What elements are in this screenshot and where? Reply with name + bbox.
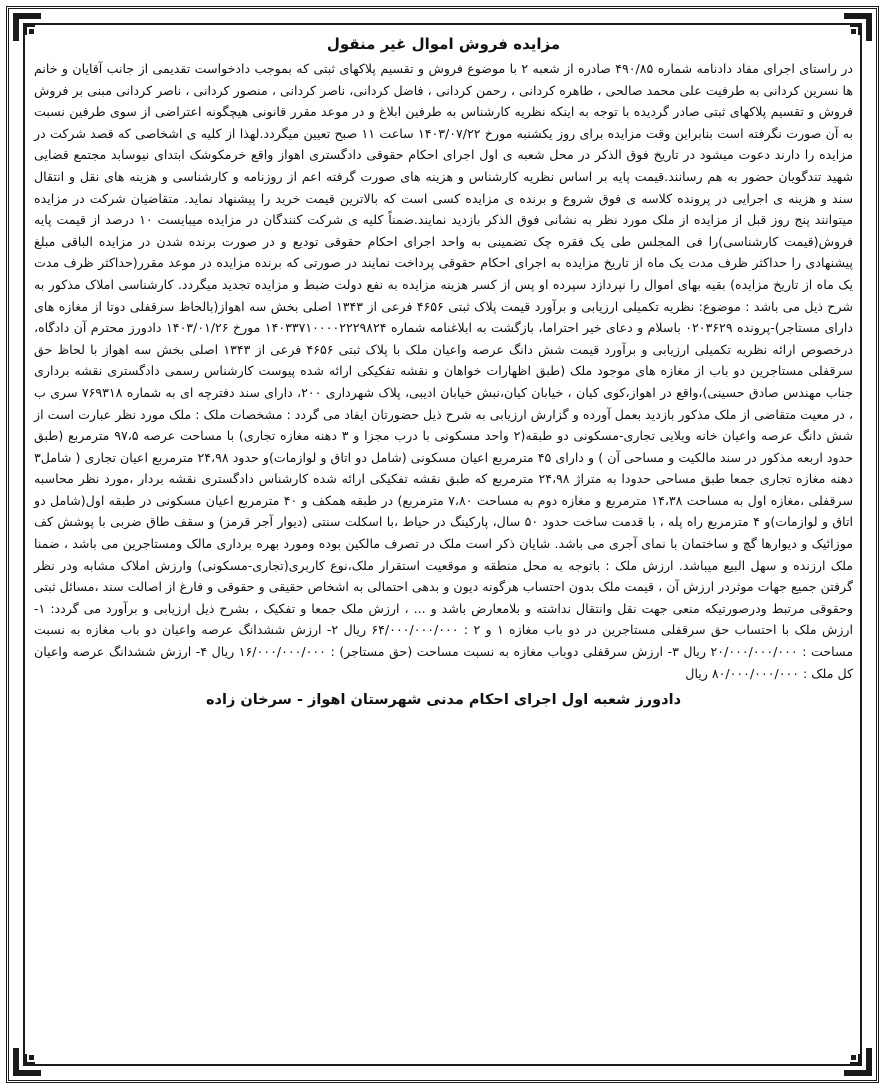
notice-title: مزایده فروش اموال غیر منقول (326, 35, 561, 53)
notice-signature: دادورز شعبه اول اجرای احکام مدنی شهرستان اهواز - سرخان زاده (205, 692, 682, 709)
notice-body: در راستای اجرای مفاد دادنامه شماره ۴۹۰/۸۵ صادره از شعبه ۲ با موضوع فروش و تقسیم پلاکهای ثبتی که بموجب دادخواست تقدیمی از جانب آقایان و خانم ها نسرین کردانی به طرفیت علی محمد صالحی ، طاهره کردانی ، رحمن کردانی ، فاضل کردانی، ناصر کردانی ، منصور کردانی ، ناصر کردانی مبنی بر فروش فروش و تقسیم پلاکهای ثبتی صادر گردیده با توجه به اینکه نظریه کارشناس به طرفین ابلاغ و در موعد مقرر قانونی هیچگونه اعتراضی از سوی طرفین نسبت به آن صورت نگرفته است بنابراین وقت مزایده برای روز یکشنبه مورخ ۱۴۰۳/۰۷/۲۲ ساعت ۱۱ صبح تعیین میگردد.لهذا از کلیه ی اشخاصی که قصد شرکت در مزایده را دارند دعوت میشود در تاریخ فوق الذکر در محل شعبه ی اول اجرای احکام حقوقی دادگستری اهواز واقع خرمکوشک ابتدای نیوسابد مجتمع قضایی شهید تندگویان حضور به هم رسانند.قیمت پایه بر اساس نظریه کارشناس و هزینه های صورت گرفته اعم از روزنامه و کارشناسی و هزینه های نقل و انتقال سند و هزینه ی اجرایی در پرونده کلاسه ی فوق شروع و برنده ی مزایده کسی است که بالاترین قیمت خرید را پیشنهاد نماید. متقاضیان شرکت در مزایده میتوانند پنج روز قبل از مزایده از ملک مورد نظر به نشانی فوق الذکر بازدید نمایند.ضمناً کلیه ی شرکت کنندگان در مزایده میبایست ۱۰ درصد از قیمت پایه فروش(قیمت کارشناسی)را فی المجلس طی یک فقره چک تضمینی به واحد اجرای احکام حقوقی تودیع و در صورت برنده شدن در مزایده الباقی مبلغ پیشنهادی را حداکثر ظرف مدت یک ماه از تاریخ مزایده به اجرای احکام حقوقی پرداخت نمایند در صورتی که برنده مزایده در موعد مقرر(حداکثر ظرف مدت یک ماه از تاریخ مزایده) بقیه بهای اموال را نپردازد سپرده او پس از کسر هزینه مزایده به نفع دولت ضبط و مزایده تجدید میگردد. کارشناسی املاک مذکور به شرح ذیل می باشد : موضوع: نظریه تکمیلی ارزیابی و برآورد قیمت پلاک ثبتی ۴۶۵۶ فرعی از ۱۳۴۳ اصلی بخش سه اهواز(بالحاظ سرقفلی دوتا از مغازه های دارای مستاجر)-پرونده ۰۲۰۳۶۲۹ باسلام و دعای خیر احتراما، بازگشت به ابلاغنامه شماره ۱۴۰۳۳۷۱۰۰۰۰۲۲۲۹۸۲۴ مورخ ۱۴۰۳/۰۱/۲۶ دادورز محترم آن دادگاه، درخصوص ارائه نظریه تکمیلی ارزیابی و برآورد قیمت شش دانگ عرصه واعیان ملک با پلاک ثبتی ۴۶۵۶ فرعی از ۱۳۴۳ اصلی بخش سه اهواز با لحاظ حق سرقفلی مستاجرین دو باب از مغازه های موجود ملک (طبق اظهارات خواهان و نقشه تفکیکی ارائه شده پیوست کارشناس رسمی دادگستری نقشه برداری جناب مهندس صادق حسینی)،واقع در اهواز،کوی کیان ، خیابان کیان،نبش خیابان ادیبی، پلاک شهرداری ۲۰۰، دارای سند دفترچه ای به شماره ۷۶۹۳۱۸ سری ب ، در معیت متقاضی از ملک مذکور بازدید بعمل آورده و گزارش ارزیابی به شرح ذیل حضورتان ایفاد می گردد : مشخصات ملک : ملک مورد نظر عبارت است از شش دانگ عرصه واعیان خانه ویلایی تجاری-مسکونی دو طبقه(۲ واحد مسکونی با درب مجزا و ۳ دهنه مغازه تجاری) با مساحت عرصه ۹۷،۵ مترمربع (طبق حدود اربعه مذکور در سند مالکیت و مساحی آن ) و دارای ۴۵ مترمربع اعیان مسکونی (شامل دو اتاق و لوازمات)و حدود ۲۴،۹۸ مترمربع اعیان تجاری ( شامل۳ دهنه مغازه تجاری جمعا طبق مساحی حدودا به متراژ ۲۴،۹۸ مترمربع که طبق نقشه تفکیکی ارائه شده کارشناس دادگستری نقشه بردار ،مورد نظر محاسبه سرقفلی ،مغازه اول به مساحت ۱۴،۳۸ مترمربع و مغازه دوم به مساحت ۷،۸۰ مترمربع) در طبقه همکف و ۴۰ مترمربع اعیان مسکونی در طبقه اول(شامل دو اتاق و لوازمات)و ۴ مترمربع راه پله ، با قدمت ساخت حدود ۵۰ سال، پارکینگ در حیاط ،با اسکلت سنتی (دیوار آجر قرمز) و سقف طاق ضربی با پوشش کف موزائیک و دیوارها گچ و ساختمان با نمای آجری می باشد. شایان ذکر است ملک در تصرف مالکین بوده ومورد بهره برداری مالک ومستاجرین می باشد ، ضمنا ملک ارزنده و سهل البیع میباشد. ارزش ملک : باتوجه به محل منطقه و موقعیت استقرار ملک،نوع کاربری(تجاری-مسکونی) وارزش املاک مشابه ودر نظر گرفتن جمیع جهات موثردر ارزش آن ، قیمت ملک بدون احتساب هرگونه دیون و بدهی احتمالی به اشخاص حقیقی و حقوقی و فارغ از اصالت سند ،مسائل ثبتی وحقوقی مرتبط ودرصورتیکه منعی جهت نقل وانتقال نداشته و بلامعارض باشد و ... ، ارزش ملک جمعا و تفکیک ، بشرح ذیل ارزیابی و برآورد می گردد: ۱- ارزش ملک با احتساب حق سرقفلی مستاجرین در دو باب مغازه ۱ و ۲ : ۶۴/۰۰۰/۰۰۰/۰۰۰ ریال ۲- ارزش ششدانگ عرصه واعیان دو باب مغازه به نسبت مساحت : ۲۰/۰۰۰/۰۰۰/۰۰۰ ریال ۳- ارزش سرقفلی دوباب مغازه به نسبت مساحت (حق مستاجر) : ۱۶/۰۰۰/۰۰۰/۰۰۰ ریال ۴- ارزش ششدانگ عرصه واعیان کل ملک : ۸۰/۰۰۰/۰۰۰/۰۰۰ ریال (34, 61, 854, 681)
notice-content (34, 34, 853, 1057)
